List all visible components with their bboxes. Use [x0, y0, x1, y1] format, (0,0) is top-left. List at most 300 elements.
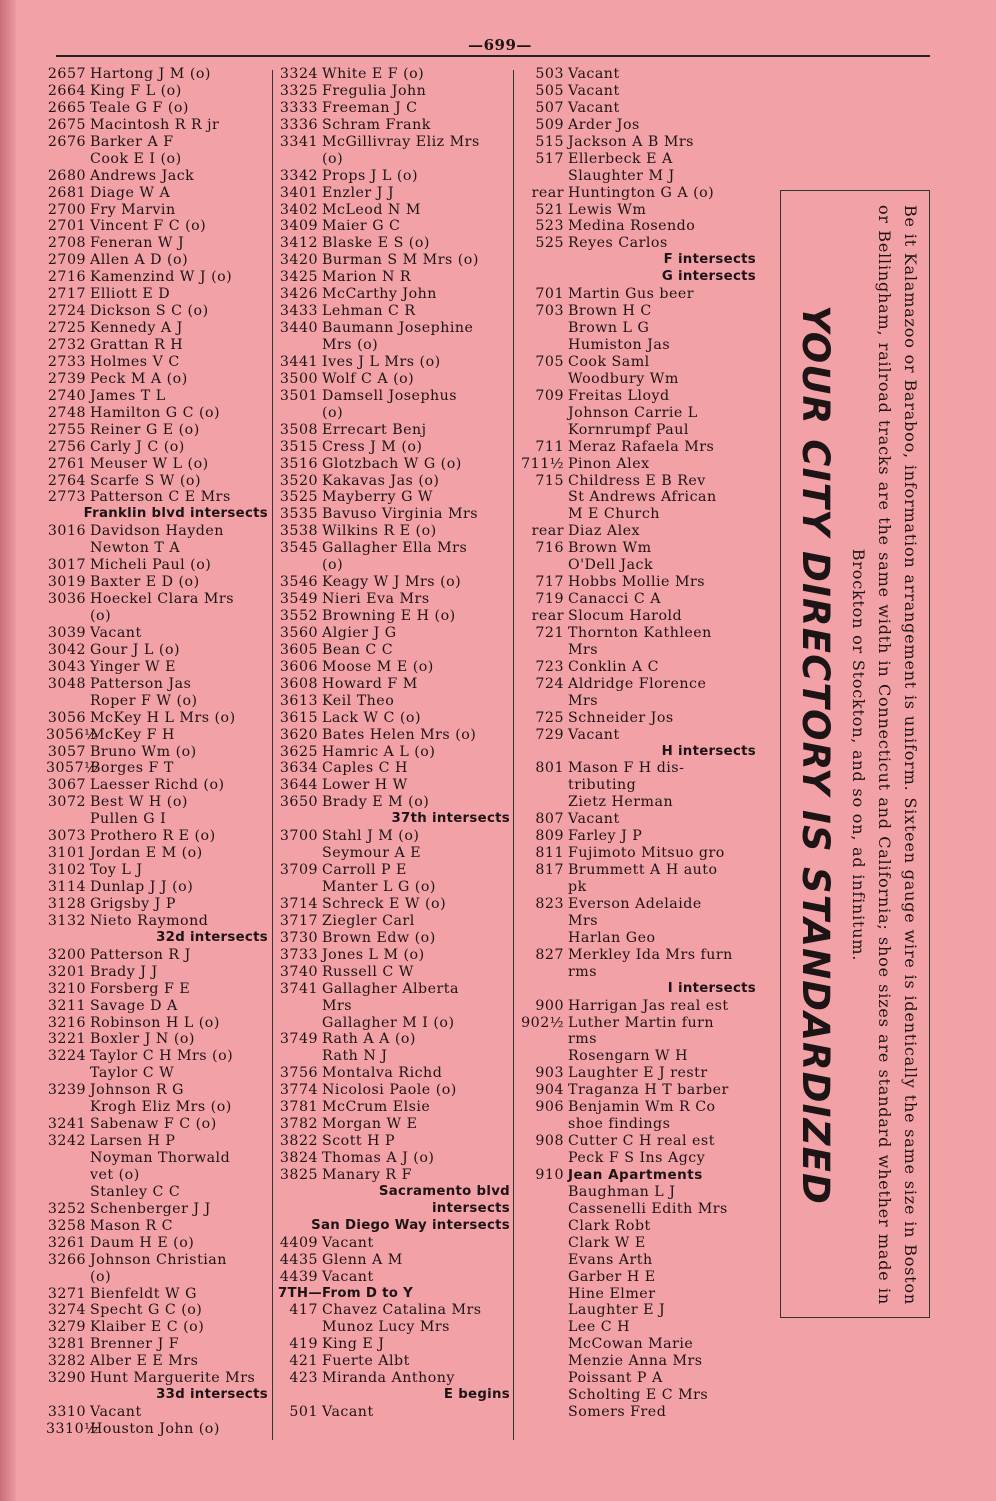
- resident-name: M E Church: [568, 506, 660, 523]
- resident-name: King F L (o): [90, 82, 182, 99]
- house-number: 3525: [279, 489, 318, 506]
- directory-entry: [278, 760, 510, 777]
- house-number: 3700: [279, 828, 318, 845]
- directory-entry: [46, 337, 268, 354]
- house-number: 3433: [279, 303, 318, 320]
- directory-entry: [46, 913, 268, 930]
- resident-name: Bean C C: [322, 641, 394, 658]
- directory-entry: [518, 1269, 756, 1286]
- directory-entry: [278, 151, 510, 168]
- directory-entry: [278, 134, 510, 151]
- directory-entry: [46, 1015, 268, 1032]
- resident-name: Fuerte Albt: [322, 1353, 410, 1370]
- house-number: 716: [535, 540, 564, 557]
- resident-name: Krogh Eliz Mrs (o): [90, 1099, 232, 1116]
- resident-name: Cook E I (o): [90, 150, 182, 167]
- directory-entry: [278, 1048, 510, 1065]
- directory-entry: [278, 1336, 510, 1353]
- house-number: 3224: [47, 1048, 86, 1065]
- house-number: 709: [535, 387, 564, 404]
- resident-name: Lower H W: [322, 777, 408, 794]
- directory-entry: [46, 320, 268, 337]
- directory-entry: [518, 591, 756, 608]
- resident-name: Stahl J M (o): [322, 828, 420, 845]
- directory-entry: [518, 947, 756, 964]
- house-number: 3274: [47, 1302, 86, 1319]
- directory-entry: [518, 117, 756, 134]
- directory-entry: [46, 1235, 268, 1252]
- directory-entry: [518, 405, 756, 422]
- directory-entry: [278, 506, 510, 523]
- resident-name: Cutter C H real est: [568, 1133, 715, 1150]
- resident-name: Diage W A: [90, 184, 171, 201]
- directory-entry: [46, 947, 268, 964]
- resident-name: Glotzbach W G (o): [322, 455, 462, 472]
- resident-name: Hunt Marguerite Mrs: [90, 1370, 256, 1387]
- resident-name: Fry Marvin: [90, 201, 176, 218]
- directory-entry: [518, 1387, 756, 1404]
- directory-entry: [46, 591, 268, 608]
- resident-name: Enzler J J: [322, 184, 395, 201]
- house-number: 3341: [279, 133, 318, 150]
- house-number: 2701: [47, 218, 86, 235]
- directory-entry: [518, 540, 756, 557]
- directory-entry: [46, 727, 268, 744]
- resident-name: Vacant: [568, 66, 620, 82]
- resident-name: Feneran W J: [90, 235, 185, 252]
- resident-name: Micheli Paul (o): [90, 557, 212, 574]
- resident-name: Vacant: [90, 1404, 142, 1421]
- directory-entry: [46, 540, 268, 557]
- resident-name: Lewis Wm: [568, 201, 647, 218]
- house-number: 3500: [279, 370, 318, 387]
- directory-entry: [46, 710, 268, 727]
- directory-entry: [46, 523, 268, 540]
- resident-name: Wilkins R E (o): [322, 523, 437, 540]
- house-number: 4409: [279, 1234, 318, 1251]
- directory-entry: [46, 100, 268, 117]
- directory-entry: [278, 608, 510, 625]
- resident-name: Morgan W E: [322, 1116, 418, 1133]
- resident-name: Evans Arth: [568, 1251, 653, 1268]
- directory-entry: [518, 828, 756, 845]
- directory-entry: [46, 845, 268, 862]
- house-number: 3545: [279, 540, 318, 557]
- resident-name: Errecart Benj: [322, 421, 427, 438]
- resident-name: Seymour A E: [322, 845, 422, 862]
- directory-entry: [518, 1099, 756, 1116]
- house-number: 417: [289, 1302, 318, 1319]
- directory-entry: [46, 879, 268, 896]
- directory-entry: [518, 388, 756, 405]
- house-number: 724: [535, 675, 564, 692]
- house-number: 3242: [47, 1133, 86, 1150]
- resident-name: Pinon Alex: [568, 455, 650, 472]
- house-number: 2708: [47, 235, 86, 252]
- house-number: 3608: [279, 675, 318, 692]
- resident-name: Caples C H: [322, 760, 408, 777]
- house-number: 3535: [279, 506, 318, 523]
- resident-name: Bavuso Virginia Mrs: [322, 506, 479, 523]
- resident-name: Brown L G: [568, 320, 650, 337]
- house-number: 3132: [47, 912, 86, 929]
- directory-entry: [46, 964, 268, 981]
- house-number: 3211: [47, 997, 86, 1014]
- directory-entry: [46, 134, 268, 151]
- house-number: 827: [535, 946, 564, 963]
- directory-entry: [46, 1201, 268, 1218]
- resident-name: Prothero R E (o): [90, 828, 216, 845]
- resident-name: Andrews Jack: [90, 167, 195, 184]
- directory-entry: [46, 473, 268, 490]
- section-heading: F intersects: [663, 252, 756, 268]
- directory-entry: [46, 185, 268, 202]
- house-number: 3606: [279, 658, 318, 675]
- directory-entry: [46, 269, 268, 286]
- house-number: 3520: [279, 472, 318, 489]
- directory-entry: [46, 1218, 268, 1235]
- directory-entry: [278, 913, 510, 930]
- house-number: 725: [535, 709, 564, 726]
- resident-name: Carroll P E: [322, 862, 407, 879]
- house-number: 3261: [47, 1234, 86, 1251]
- resident-name: Vacant: [90, 624, 142, 641]
- resident-name: Hobbs Mollie Mrs: [568, 574, 706, 591]
- house-number: 3549: [279, 591, 318, 608]
- house-number: 3644: [279, 777, 318, 794]
- section-heading: I intersects: [667, 980, 756, 996]
- resident-name: McCowan Marie: [568, 1336, 694, 1353]
- resident-name: Baumann Josephine: [322, 320, 474, 337]
- directory-entry: [518, 574, 756, 591]
- directory-entry: [278, 744, 510, 761]
- house-number: 3282: [47, 1353, 86, 1370]
- resident-name: Conklin A C: [568, 658, 659, 675]
- resident-name: Jones L M (o): [322, 946, 425, 963]
- house-number: 419: [289, 1336, 318, 1353]
- resident-name: Specht G C (o): [90, 1302, 203, 1319]
- resident-name: Russell C W: [322, 963, 414, 980]
- resident-name: Larsen H P: [90, 1133, 176, 1150]
- directory-entry: [278, 896, 510, 913]
- directory-entry: [46, 252, 268, 269]
- resident-name: Alber E E Mrs: [90, 1353, 199, 1370]
- house-number: 525: [535, 235, 564, 252]
- directory-entry: [518, 879, 756, 896]
- resident-name: Hamilton G C (o): [90, 404, 221, 421]
- resident-name: Gallagher Ella Mrs: [322, 540, 468, 557]
- resident-name: Fujimoto Mitsuo gro: [568, 845, 725, 862]
- directory-entry: [518, 371, 756, 388]
- resident-name: Luther Martin furn: [568, 1014, 715, 1031]
- resident-name: Reiner G E (o): [90, 421, 200, 438]
- directory-entry: [278, 354, 510, 371]
- directory-entry: [46, 794, 268, 811]
- directory-entry: [46, 608, 268, 625]
- resident-name: Baxter E D (o): [90, 574, 200, 591]
- house-number: 2740: [47, 387, 86, 404]
- house-number: 3039: [47, 624, 86, 641]
- resident-name: King E J: [322, 1336, 385, 1353]
- house-number: 910: [535, 1166, 564, 1183]
- page-edge: [0, 0, 16, 1501]
- resident-name: Savage D A: [90, 997, 178, 1014]
- house-number: 3401: [279, 184, 318, 201]
- directory-entry: [518, 676, 756, 693]
- house-number: 3016: [47, 523, 86, 540]
- column-divider: [272, 70, 273, 1440]
- directory-entry: [518, 1404, 756, 1421]
- directory-entry: [278, 574, 510, 591]
- resident-name: Vacant: [322, 1234, 374, 1251]
- directory-entry: [518, 506, 756, 523]
- house-number: 3333: [279, 99, 318, 116]
- resident-name: Taylor C H Mrs (o): [90, 1048, 234, 1065]
- house-number: 3216: [47, 1014, 86, 1031]
- resident-name: Schreck E W (o): [322, 895, 447, 912]
- directory-entry: [278, 422, 510, 439]
- resident-name: Roper F W (o): [90, 692, 198, 709]
- resident-name: Nieto Raymond: [90, 912, 209, 929]
- directory-entry: [278, 1015, 510, 1032]
- directory-entry: [518, 1370, 756, 1387]
- house-number: 703: [535, 303, 564, 320]
- directory-entry: [518, 693, 756, 710]
- directory-entry: [278, 828, 510, 845]
- directory-entry: [46, 1353, 268, 1370]
- directory-entry: [278, 1319, 510, 1336]
- directory-entry: [518, 303, 756, 320]
- house-number: 515: [535, 133, 564, 150]
- resident-name: Thornton Kathleen: [568, 624, 712, 641]
- house-number: 902½: [521, 1014, 564, 1031]
- directory-entry: [278, 473, 510, 490]
- house-number: 3036: [47, 591, 86, 608]
- directory-entry: [46, 286, 268, 303]
- resident-name: Hartong J M (o): [90, 66, 211, 82]
- resident-name: Props J L (o): [322, 167, 418, 184]
- directory-entry: [278, 218, 510, 235]
- directory-entry: [278, 591, 510, 608]
- resident-name: Johnson Carrie L: [568, 404, 698, 421]
- directory-entry: [518, 896, 756, 913]
- resident-name: Rath N J: [322, 1048, 388, 1065]
- directory-entry: [278, 625, 510, 642]
- directory-entry: [46, 1302, 268, 1319]
- house-number: 2709: [47, 252, 86, 269]
- resident-name: Glenn A M: [322, 1251, 403, 1268]
- directory-entry: [518, 83, 756, 100]
- resident-name: Vacant: [322, 1404, 374, 1421]
- house-number: 3620: [279, 726, 318, 743]
- house-number: 3258: [47, 1217, 86, 1234]
- resident-name: Scarfe S W (o): [90, 472, 201, 489]
- house-number: 3749: [279, 1031, 318, 1048]
- house-number: 3782: [279, 1116, 318, 1133]
- directory-entry: [518, 134, 756, 151]
- advertisement-body: Be it Kalamazoo or Baraboo, information arrangement is uniform. Sixteen gauge wire is identically the same size in Boston or Bellingham, railroad tracks are the same width in Connecticut and California; shoe sizes are standard whether made in Brockton or Stockton, and so on, ad infinitum.: [849, 205, 920, 1305]
- directory-entry: [278, 659, 510, 676]
- section-heading: San Diego Way intersects: [311, 1217, 510, 1233]
- directory-entry: [278, 439, 510, 456]
- resident-name: Brady E M (o): [322, 794, 430, 811]
- directory-entry: [518, 710, 756, 727]
- directory-entry: [518, 1150, 756, 1167]
- resident-name: Bates Helen Mrs (o): [322, 726, 477, 743]
- house-number: 3709: [279, 862, 318, 879]
- resident-name: Hine Elmer: [568, 1285, 656, 1302]
- directory-entry: [278, 371, 510, 388]
- resident-name: Patterson C E Mrs: [90, 489, 231, 506]
- resident-name: Kennedy A J: [90, 320, 183, 337]
- directory-entry: [46, 1286, 268, 1303]
- directory-entry: [278, 269, 510, 286]
- resident-name: Hoeckel Clara Mrs: [90, 591, 234, 608]
- resident-name: vet (o): [90, 1166, 140, 1183]
- directory-entry: [46, 1252, 268, 1269]
- directory-entry: [518, 286, 756, 303]
- resident-name: Garber H E: [568, 1268, 656, 1285]
- directory-entry: [46, 1065, 268, 1082]
- resident-name: Rosengarn W H: [568, 1048, 688, 1065]
- resident-name: Everson Adelaide: [568, 895, 702, 912]
- directory-entry: [518, 659, 756, 676]
- advertisement-box: [780, 190, 930, 1318]
- resident-name: Humiston Jas: [568, 337, 671, 353]
- resident-name: Klaiber E C (o): [90, 1319, 205, 1336]
- resident-name: Montalva Richd: [322, 1065, 443, 1082]
- directory-entry: [518, 1201, 756, 1218]
- house-number: 3210: [47, 980, 86, 997]
- house-number: 801: [535, 760, 564, 777]
- directory-entry: [518, 845, 756, 862]
- directory-entry: [518, 557, 756, 574]
- house-number: 2676: [47, 133, 86, 150]
- directory-entry: [278, 202, 510, 219]
- resident-name: Cook Saml: [568, 353, 650, 370]
- resident-name: (o): [322, 404, 344, 421]
- house-number: 900: [535, 997, 564, 1014]
- house-number: 705: [535, 353, 564, 370]
- resident-name: Scott H P: [322, 1133, 396, 1150]
- house-number: 3425: [279, 269, 318, 286]
- resident-name: Jackson A B Mrs: [568, 133, 694, 150]
- house-number: 421: [289, 1353, 318, 1370]
- house-number: 2733: [47, 353, 86, 370]
- resident-name: Sabenaw F C (o): [90, 1116, 217, 1133]
- directory-entry: [46, 1336, 268, 1353]
- directory-entry: [46, 1421, 268, 1438]
- directory-entry: [278, 1370, 510, 1387]
- house-number: 3516: [279, 455, 318, 472]
- resident-name: Reyes Carlos: [568, 235, 668, 252]
- directory-entry: [46, 1167, 268, 1184]
- resident-name: Somers Fred: [568, 1404, 667, 1421]
- house-number: 3102: [47, 862, 86, 879]
- house-number: 3072: [47, 794, 86, 811]
- house-number: 2761: [47, 455, 86, 472]
- directory-entry: [518, 608, 756, 625]
- resident-name: Baughman L J: [568, 1183, 676, 1200]
- resident-name: rms: [568, 963, 598, 980]
- directory-entry: [46, 1048, 268, 1065]
- resident-name: Canacci C A: [568, 591, 661, 608]
- directory-entry: [278, 1116, 510, 1133]
- resident-name: Daum H E (o): [90, 1234, 195, 1251]
- house-number: 2773: [47, 489, 86, 506]
- house-number: 2725: [47, 320, 86, 337]
- directory-entry: [46, 896, 268, 913]
- resident-name: Brown Wm: [568, 540, 652, 557]
- section-heading: Sacramento blvd: [378, 1183, 510, 1199]
- resident-name: Robinson H L (o): [90, 1014, 220, 1031]
- resident-name: Yinger W E: [90, 658, 177, 675]
- directory-entry: [46, 354, 268, 371]
- resident-name: Davidson Hayden: [90, 523, 224, 540]
- resident-name: Johnson Christian: [90, 1251, 227, 1268]
- resident-name: St Andrews African: [568, 489, 717, 506]
- house-number: 3057: [47, 743, 86, 760]
- directory-entry: [46, 151, 268, 168]
- directory-entry: [518, 794, 756, 811]
- directory-entry: [278, 642, 510, 659]
- directory-entry: [518, 727, 756, 744]
- house-number: 505: [535, 82, 564, 99]
- directory-column-2: [278, 66, 510, 1421]
- directory-entry: [278, 710, 510, 727]
- resident-name: (o): [90, 1268, 112, 1285]
- resident-name: Borges F T: [90, 760, 174, 777]
- house-number: 823: [535, 895, 564, 912]
- house-number: 3733: [279, 946, 318, 963]
- directory-entry: [46, 422, 268, 439]
- house-number: 3324: [279, 66, 318, 82]
- directory-entry: [518, 235, 756, 252]
- resident-name: Vacant: [322, 1268, 374, 1285]
- top-rule: [56, 55, 930, 57]
- resident-name: Macintosh R R jr: [90, 116, 220, 133]
- directory-entry: [46, 998, 268, 1015]
- resident-name: Munoz Lucy Mrs: [322, 1319, 450, 1336]
- directory-entry: [278, 1235, 510, 1252]
- directory-entry: [46, 218, 268, 235]
- directory-entry: [518, 151, 756, 168]
- resident-name: Arder Jos: [568, 116, 640, 133]
- resident-name: Ellerbeck E A: [568, 150, 673, 167]
- section-heading: 33d intersects: [156, 1387, 268, 1403]
- resident-name: Nicolosi Paole (o): [322, 1082, 457, 1099]
- resident-name: Mason F H dis-: [568, 760, 685, 777]
- section-heading: 32d intersects: [156, 929, 268, 945]
- directory-entry: [518, 168, 756, 185]
- resident-name: Keagy W J Mrs (o): [322, 574, 462, 591]
- house-number: 3239: [47, 1082, 86, 1099]
- resident-name: Merkley Ida Mrs furn: [568, 946, 733, 963]
- resident-name: James T L: [90, 387, 166, 404]
- directory-entry: [46, 1150, 268, 1167]
- house-number: 2755: [47, 421, 86, 438]
- house-number: 3048: [47, 675, 86, 692]
- resident-name: tributing: [568, 777, 637, 794]
- resident-name: Harrigan Jas real est: [568, 997, 729, 1014]
- resident-name: Slaughter M J: [568, 167, 675, 184]
- directory-entry: [46, 388, 268, 405]
- directory-entry: [278, 66, 510, 83]
- resident-name: McCarthy John: [322, 286, 437, 303]
- directory-entry: [278, 964, 510, 981]
- resident-name: Blaske E S (o): [322, 235, 430, 252]
- resident-name: Johnson R G: [90, 1082, 184, 1099]
